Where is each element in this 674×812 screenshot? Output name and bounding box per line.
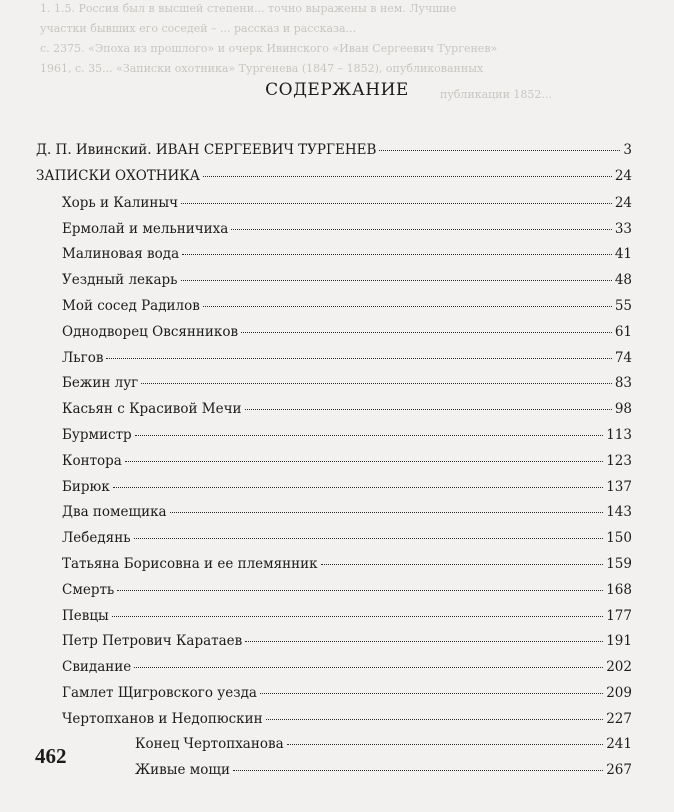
toc-entry-label: Смерть	[62, 582, 115, 598]
toc-entry-page: 41	[614, 246, 632, 262]
leader-dots	[260, 693, 603, 694]
leader-dots	[106, 358, 611, 359]
toc-entry-label: Конец Чертопханова	[135, 736, 284, 752]
leader-dots	[321, 564, 604, 565]
bleed-line: с. 2375. «Эпоха из прошлого» и очерк Ивинского «Иван Сергеевич Тургенев»	[40, 42, 498, 55]
toc-entry[interactable]	[62, 350, 632, 366]
toc-entry-page: 159	[606, 556, 632, 572]
toc-entry-label: Петр Петрович Каратаев	[62, 633, 243, 649]
toc-entry[interactable]	[62, 272, 632, 288]
toc-entry[interactable]	[62, 556, 632, 572]
toc-entry[interactable]	[62, 427, 632, 443]
toc-entry-page: 24	[614, 168, 632, 184]
toc-entry-page: 3	[623, 142, 632, 158]
toc-entry-label: Контора	[62, 453, 122, 469]
bleed-line: 1961, с. 35... «Записки охотника» Тургенева (1847 – 1852), опубликованных	[40, 62, 484, 75]
toc-entry-page: 61	[614, 324, 632, 340]
leader-dots	[231, 229, 611, 230]
toc-entry[interactable]	[62, 298, 632, 314]
toc-entry[interactable]	[62, 582, 632, 598]
leader-dots	[379, 150, 620, 151]
toc-entry-page: 33	[614, 221, 632, 237]
leader-dots	[245, 409, 612, 410]
toc-entry-page: 48	[614, 272, 632, 288]
leader-dots	[113, 487, 603, 488]
toc-entry-label: Уездный лекарь	[62, 272, 178, 288]
page-number: 462	[35, 744, 67, 768]
leader-dots	[287, 744, 604, 745]
leader-dots	[203, 176, 612, 177]
toc-entry[interactable]	[36, 142, 632, 158]
toc-entry[interactable]	[62, 375, 632, 391]
toc-entry-page: 74	[614, 350, 632, 366]
contents-heading: СОДЕРЖАНИЕ	[265, 80, 409, 100]
toc-entry[interactable]	[62, 530, 632, 546]
toc-entry-page: 202	[606, 659, 632, 675]
toc-entry-page: 177	[606, 608, 632, 624]
toc-entry-page: 168	[606, 582, 632, 598]
leader-dots	[245, 641, 603, 642]
toc-entry[interactable]	[62, 504, 632, 520]
toc-entry-label: Касьян с Красивой Мечи	[62, 401, 242, 417]
toc-entry-label: Свидание	[62, 659, 132, 675]
toc-entry-label: Бежин луг	[62, 375, 139, 391]
bleed-line: участки бывших его соседей – ... рассказ и рассказа...	[40, 22, 357, 35]
toc-entry[interactable]	[62, 453, 632, 469]
leader-dots	[182, 254, 612, 255]
toc-entry[interactable]	[135, 762, 632, 778]
leader-dots	[181, 203, 612, 204]
toc-entry[interactable]	[62, 479, 632, 495]
toc-entry-page: 227	[606, 711, 632, 727]
toc-entry-label: Льгов	[62, 350, 104, 366]
toc-entry-label: Д. П. Ивинский. ИВАН СЕРГЕЕВИЧ ТУРГЕНЕВ	[36, 142, 377, 158]
leader-dots	[134, 538, 604, 539]
toc-entry-label: Бирюк	[62, 479, 110, 495]
bleed-line: 1. 1.5. Россия был в высшей степени... точно выражены в нем. Лучшие	[40, 2, 457, 15]
leader-dots	[112, 616, 603, 617]
toc-entry[interactable]	[62, 324, 632, 340]
toc-entry-page: 143	[606, 504, 632, 520]
toc-entry-page: 191	[606, 633, 632, 649]
toc-entry[interactable]	[62, 608, 632, 624]
toc-entry-page: 123	[606, 453, 632, 469]
toc-entry[interactable]	[36, 168, 632, 184]
leader-dots	[135, 435, 604, 436]
toc-entry[interactable]	[62, 685, 632, 701]
toc-entry[interactable]	[135, 736, 632, 752]
leader-dots	[266, 719, 604, 720]
toc-entry-page: 98	[614, 401, 632, 417]
leader-dots	[117, 590, 603, 591]
toc-entry-page: 241	[606, 736, 632, 752]
toc-entry-page: 209	[606, 685, 632, 701]
toc-entry-page: 137	[606, 479, 632, 495]
toc-entry-page: 113	[606, 427, 632, 443]
leader-dots	[241, 332, 612, 333]
toc-entry-label: Два помещика	[62, 504, 167, 520]
toc-entry-page: 150	[606, 530, 632, 546]
leader-dots	[141, 383, 612, 384]
toc-entry[interactable]	[62, 633, 632, 649]
toc-entry[interactable]	[62, 195, 632, 211]
toc-entry-label: ЗАПИСКИ ОХОТНИКА	[36, 168, 200, 184]
toc-entry-label: Лебедянь	[62, 530, 131, 546]
leader-dots	[203, 306, 612, 307]
toc-entry-page: 83	[614, 375, 632, 391]
leader-dots	[125, 461, 603, 462]
toc-entry[interactable]	[62, 711, 632, 727]
leader-dots	[181, 280, 612, 281]
toc-entry-label: Гамлет Щигровского уезда	[62, 685, 257, 701]
bleed-line: публикации 1852...	[440, 88, 552, 101]
toc-entry-label: Бурмистр	[62, 427, 132, 443]
toc-entry-label: Живые мощи	[135, 762, 230, 778]
toc-entry[interactable]	[62, 659, 632, 675]
leader-dots	[170, 512, 604, 513]
leader-dots	[134, 667, 603, 668]
toc-entry-label: Однодворец Овсянников	[62, 324, 239, 340]
toc-entry-label: Чертопханов и Недопюскин	[62, 711, 263, 727]
toc-entry-label: Малиновая вода	[62, 246, 180, 262]
toc-entry-label: Певцы	[62, 608, 109, 624]
toc-entry[interactable]	[62, 221, 632, 237]
toc-entry-label: Хорь и Калиныч	[62, 195, 179, 211]
toc-entry-label: Татьяна Борисовна и ее племянник	[62, 556, 318, 572]
toc-entry-label: Мой сосед Радилов	[62, 298, 200, 314]
toc-entry[interactable]	[62, 401, 632, 417]
toc-entry-page: 267	[606, 762, 632, 778]
leader-dots	[233, 770, 603, 771]
toc-entry[interactable]	[62, 246, 632, 262]
toc-entry-page: 55	[614, 298, 632, 314]
toc-entry-label: Ермолай и мельничиха	[62, 221, 229, 237]
toc-entry-page: 24	[614, 195, 632, 211]
